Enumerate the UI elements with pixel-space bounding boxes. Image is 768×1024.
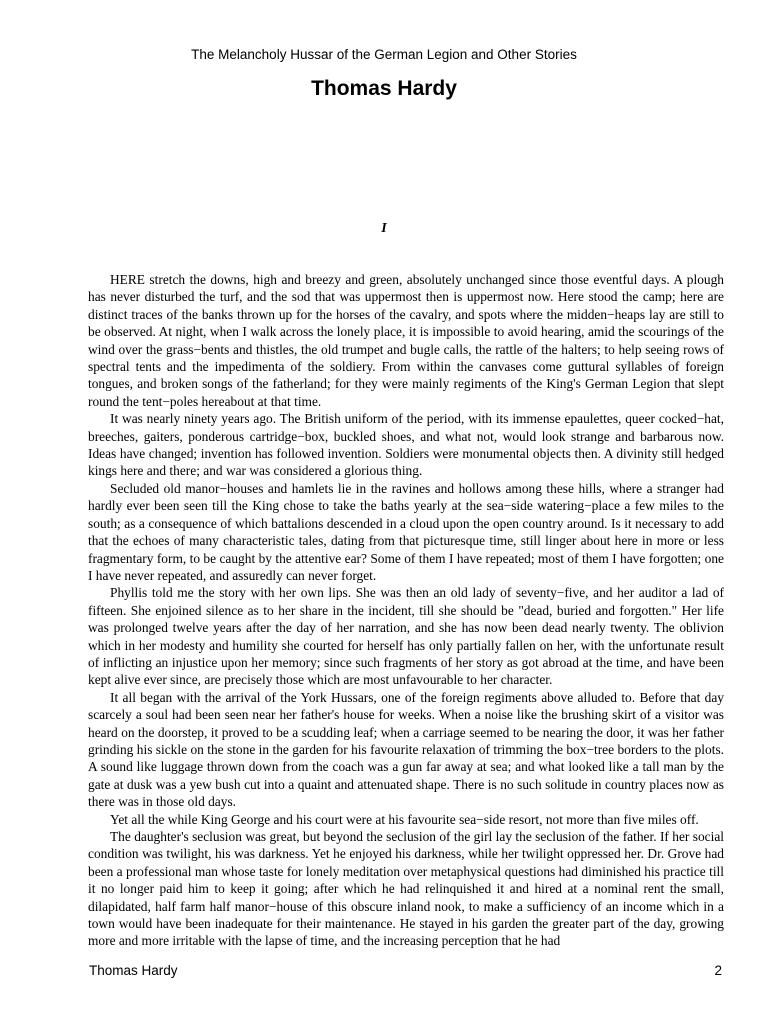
author-heading: Thomas Hardy [311, 77, 457, 100]
paragraph-4: Phyllis told me the story with her own lips. She was then an old lady of seventy−five, and her auditor a lad of fifteen. She enjoined silence as to her share in the incident, till she should be "dead, buried and forgotten." Her life was prolonged twelve years after the day of her narration, and she has now been dead nearly twenty. The oblivion which in her modesty and humility she courted for herself has only partially fallen on her, with the unfortunate result of inflicting an injustice upon her memory; since such fragments of her story as got abroad at the time, and have been kept alive ever since, are precisely those which are most unfavourable to her character. [88, 585, 724, 688]
body-text [88, 271, 724, 950]
paragraph-2: It was nearly ninety years ago. The British uniform of the period, with its immense epaulettes, queer cocked−hat, breeches, gaiters, ponderous cartridge−box, buckled shoes, and what not, would look strange and barbarous now. Ideas have changed; invention has followed invention. Soldiers were monumental objects then. A divinity still hedged kings here and there; and war was considered a glorious thing. [88, 411, 724, 479]
paragraph-6: Yet all the while King George and his court were at his favourite sea−side resort, not more than five miles off. [110, 811, 699, 827]
page-number: 2 [714, 963, 722, 978]
paragraph-5: It all began with the arrival of the York Hussars, one of the foreign regiments above alluded to. Before that day scarcely a soul had been seen near her father's house for weeks. When a noise like the brushing skirt of a visitor was heard on the doorstep, it proved to be a scudding leaf; when a carriage seemed to be nearing the door, it was her father grinding his sickle on the stone in the garden for his favourite relaxation of trimming the box−tree borders to the plots. A sound like luggage thrown down from the coach was a gun far away at sea; and what looked like a tall man by the gate at dusk was a yew bush cut into a quaint and attenuated shape. There is no such solitude in country places now as there was in those old days. [88, 689, 724, 810]
footer-author: Thomas Hardy [89, 963, 178, 978]
paragraph-3: Secluded old manor−houses and hamlets lie in the ravines and hollows among these hills, where a stranger had hardly ever been seen till the King chose to take the baths yearly at the sea−side watering−place a few miles to the south; as a consequence of which battalions descended in a cloud upon the open country around. Is it necessary to add that the echoes of many characteristic tales, dating from that picturesque time, still linger about here in more or less fragmentary form, to be caught by the attentive ear? Some of them I have repeated; most of them I have forgotten; one I have never repeated, and assuredly can never forget. [88, 480, 724, 583]
paragraph-7: The daughter's seclusion was great, but beyond the seclusion of the girl lay the seclusion of the father. If her social condition was twilight, his was darkness. Yet he enjoyed his darkness, while her twilight oppressed her. Dr. Grove had been a professional man whose taste for lonely meditation over metaphysical questions had diminished his practice till it no longer paid him to keep it going; after which he had relinquished it and hired at a nominal rent the small, dilapidated, half farm half manor−house of this obscure inland nook, to make a sufficiency of an income which in a town would have been inadequate for their maintenance. He stayed in his garden the greater part of the day, growing more and more irritable with the lapse of time, and the increasing perception that he had [88, 829, 724, 949]
paragraph-1: HERE stretch the downs, high and breezy and green, absolutely unchanged since those eventful days. A plough has never disturbed the turf, and the sod that was uppermost then is uppermost now. Here stood the camp; here are distinct traces of the banks thrown up for the horses of the cavalry, and spots where the midden−heaps lay are still to be observed. At night, when I walk across the lonely place, it is impossible to avoid hearing, amid the scourings of the wind over the grass−bents and thistles, the old trumpet and bugle calls, the rattle of the halters; to help seeing rows of spectral tents and the impedimenta of the soldiery. From within the canvases come guttural syllables of foreign tongues, and broken songs of the fatherland; for they were mainly regiments of the King's German Legion that slept round the tent−poles hereabout at that time. [88, 272, 724, 409]
chapter-numeral: I [381, 221, 387, 236]
book-title: The Melancholy Hussar of the German Legion and Other Stories [191, 47, 577, 62]
